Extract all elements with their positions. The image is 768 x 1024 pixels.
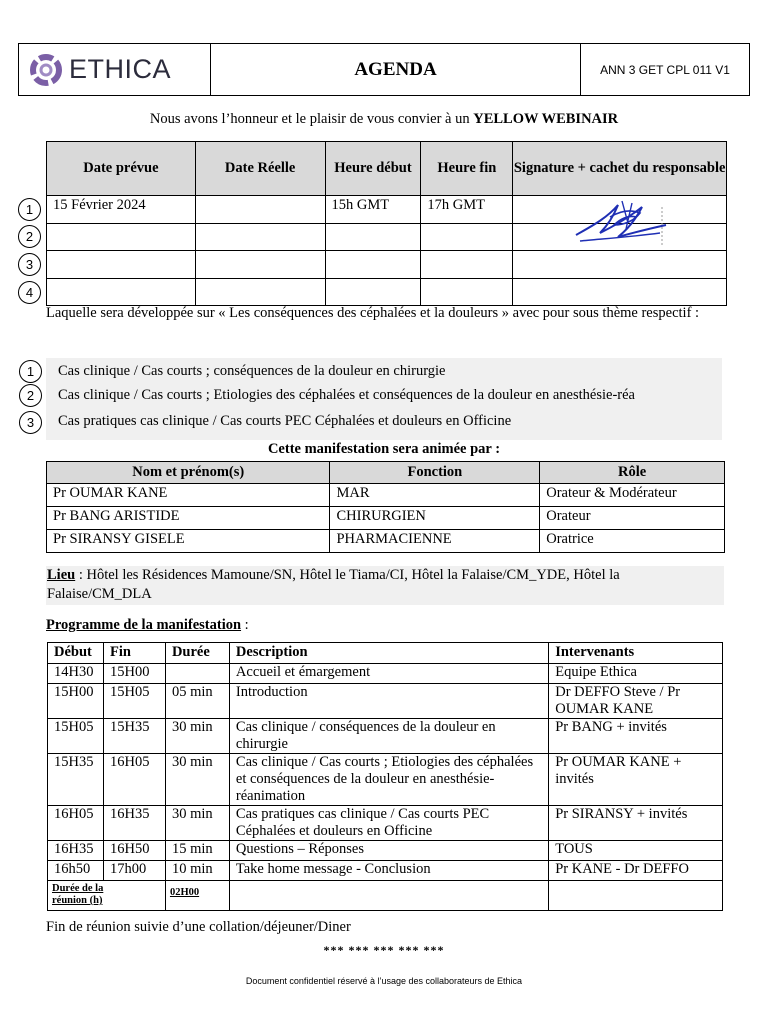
intro-text <box>0 111 768 128</box>
total-duration-label: Durée de la réunion (h) <box>52 883 104 906</box>
table-row <box>48 684 723 719</box>
table-cell: Oratrice <box>540 530 725 553</box>
table-cell <box>421 223 513 251</box>
table-cell: 17h00 <box>103 861 165 881</box>
table-cell <box>195 251 325 279</box>
programme-title: Programme de la manifestation <box>46 617 242 633</box>
table-cell <box>513 251 727 279</box>
table-cell: 15H35 <box>103 719 165 754</box>
list-item: Cas clinique / Cas courts ; Etiologies des céphalées et conséquences de la douleur en anesthésie-réa <box>58 387 635 403</box>
list-item: Cas pratiques cas clinique / Cas courts PEC Céphalées et douleurs en Officine <box>58 413 512 429</box>
table-cell: Pr OUMAR KANE <box>47 484 330 507</box>
table-cell: 16H35 <box>103 806 165 841</box>
table-cell: 14H30 <box>48 664 104 684</box>
table-cell: CHIRURGIEN <box>330 507 540 530</box>
table-row <box>47 251 727 279</box>
signature-image <box>570 195 674 249</box>
col-header-intervenants: Intervenants <box>549 643 723 664</box>
table-cell <box>421 278 513 306</box>
table-cell: 10 min <box>165 861 229 881</box>
theme-paragraph: Laquelle sera développée sur « Les conséquences des céphalées et la douleurs » avec pour sous thème respectif : <box>46 305 700 321</box>
col-header-debut: Début <box>48 643 104 664</box>
table-cell <box>195 223 325 251</box>
closing-note: Fin de réunion suivie d’une collation/déjeuner/Diner <box>46 919 351 935</box>
ethica-logo-icon <box>27 51 65 89</box>
table-cell <box>195 278 325 306</box>
col-header-heure-fin: Heure fin <box>421 142 513 196</box>
dates-table-header <box>47 142 727 196</box>
col-header-fonction: Fonction <box>330 462 540 484</box>
venue-block <box>46 566 724 605</box>
intro-sentence: Nous avons l’honneur et le plaisir de vous convier à un <box>149 111 474 127</box>
separator-stars: *** *** *** *** *** <box>323 943 445 957</box>
table-cell: Pr BANG + invités <box>549 719 723 754</box>
table-cell: 16H05 <box>48 806 104 841</box>
table-row <box>48 754 723 806</box>
col-header-role: Rôle <box>540 462 725 484</box>
table-cell <box>325 278 421 306</box>
table-cell: TOUS <box>549 841 723 861</box>
row-number-circle: 3 <box>18 253 41 276</box>
table-row <box>48 664 723 684</box>
table-cell: Accueil et émargement <box>229 664 548 684</box>
table-cell: Orateur <box>540 507 725 530</box>
table-cell: Cas pratiques cas clinique / Cas courts PEC Céphalées et douleurs en Officine <box>229 806 548 841</box>
programme-table-header <box>48 643 723 664</box>
table-cell: 15H00 <box>48 684 104 719</box>
col-header-date-prevue: Date prévue <box>47 142 196 196</box>
total-duration-value: 02H00 <box>169 887 200 898</box>
table-cell: Cas clinique / Cas courts ; Etiologies des céphalées et conséquences de la douleur en anesthésie-réanimation <box>229 754 548 806</box>
table-cell <box>325 223 421 251</box>
table-cell: 16H05 <box>103 754 165 806</box>
table-cell <box>513 278 727 306</box>
table-cell: Pr BANG ARISTIDE <box>47 507 330 530</box>
venue-label: Lieu <box>47 567 76 583</box>
row-number-circle: 2 <box>18 225 41 248</box>
table-cell: 05 min <box>165 684 229 719</box>
document-header <box>18 43 750 96</box>
table-cell: Equipe Ethica <box>549 664 723 684</box>
row-number-circle: 1 <box>18 198 41 221</box>
table-cell: 15 Février 2024 <box>47 196 196 224</box>
table-cell: Dr DEFFO Steve / Pr OUMAR KANE <box>549 684 723 719</box>
table-cell: MAR <box>330 484 540 507</box>
table-cell: 16H50 <box>103 841 165 861</box>
table-cell: 15 min <box>165 841 229 861</box>
table-cell: 15H00 <box>103 664 165 684</box>
table-cell: Pr OUMAR KANE + invités <box>549 754 723 806</box>
topics-list <box>46 358 722 440</box>
list-item: Cas clinique / Cas courts ; conséquences de la douleur en chirurgie <box>58 363 446 379</box>
document-code: ANN 3 GET CPL 011 V1 <box>600 62 730 77</box>
col-header-duree: Durée <box>165 643 229 664</box>
table-cell: Pr SIRANSY GISELE <box>47 530 330 553</box>
table-cell: Cas clinique / conséquences de la douleur en chirurgie <box>229 719 548 754</box>
venue-text: : Hôtel les Résidences Mamoune/SN, Hôtel le Tiama/CI, Hôtel la Falaise/CM_YDE, Hôtel la Falaise/CM_DLA <box>47 567 620 602</box>
speakers-table <box>46 461 725 553</box>
table-row <box>47 530 725 553</box>
table-row <box>48 719 723 754</box>
table-cell <box>47 278 196 306</box>
table-cell <box>47 223 196 251</box>
table-cell: 15h GMT <box>325 196 421 224</box>
col-header-description: Description <box>229 643 548 664</box>
table-cell <box>325 251 421 279</box>
table-cell: Pr KANE - Dr DEFFO <box>549 861 723 881</box>
table-cell: 30 min <box>165 806 229 841</box>
table-cell: 16H35 <box>48 841 104 861</box>
table-cell <box>47 251 196 279</box>
logo-text: ETHICA <box>69 54 172 84</box>
animated-by-heading: Cette manifestation sera animée par : <box>267 441 501 457</box>
table-cell: Orateur & Modérateur <box>540 484 725 507</box>
footer-confidential: Document confidentiel réservé à l’usage des collaborateurs de Ethica <box>245 976 523 986</box>
table-row <box>47 507 725 530</box>
col-header-nom: Nom et prénom(s) <box>47 462 330 484</box>
total-duration-value-cell <box>165 881 229 911</box>
page-title: AGENDA <box>211 44 581 95</box>
table-row <box>47 278 727 306</box>
col-header-fin: Fin <box>103 643 165 664</box>
table-cell: Take home message - Conclusion <box>229 861 548 881</box>
table-cell: 30 min <box>165 754 229 806</box>
programme-table <box>47 642 723 911</box>
programme-suffix: : <box>241 617 249 633</box>
col-header-date-reelle: Date Réelle <box>195 142 325 196</box>
table-cell: Pr SIRANSY + invités <box>549 806 723 841</box>
col-header-heure-debut: Heure début <box>325 142 421 196</box>
table-cell <box>195 196 325 224</box>
topic-number-circle: 3 <box>19 411 42 434</box>
table-cell: Questions – Réponses <box>229 841 548 861</box>
table-cell: PHARMACIENNE <box>330 530 540 553</box>
topic-number-circle: 1 <box>19 360 42 383</box>
table-cell <box>165 664 229 684</box>
speakers-table-header <box>47 462 725 484</box>
row-number-circle: 4 <box>18 281 41 304</box>
table-row <box>48 806 723 841</box>
table-cell <box>229 881 548 911</box>
table-cell <box>549 881 723 911</box>
total-duration-row <box>48 881 723 911</box>
table-cell: 30 min <box>165 719 229 754</box>
table-cell: Introduction <box>229 684 548 719</box>
table-row <box>47 484 725 507</box>
table-row <box>48 861 723 881</box>
table-cell: 17h GMT <box>421 196 513 224</box>
intro-highlight: YELLOW WEBINAIR <box>473 111 619 127</box>
topic-number-circle: 2 <box>19 384 42 407</box>
ethica-logo <box>19 44 211 95</box>
table-cell: 15H05 <box>48 719 104 754</box>
table-cell: 15H05 <box>103 684 165 719</box>
table-row <box>48 841 723 861</box>
programme-heading <box>46 617 249 634</box>
table-cell: 16h50 <box>48 861 104 881</box>
total-duration-label-cell <box>48 881 166 911</box>
table-cell: 15H35 <box>48 754 104 806</box>
table-cell <box>421 251 513 279</box>
col-header-signature: Signature + cachet du responsable <box>513 142 727 196</box>
